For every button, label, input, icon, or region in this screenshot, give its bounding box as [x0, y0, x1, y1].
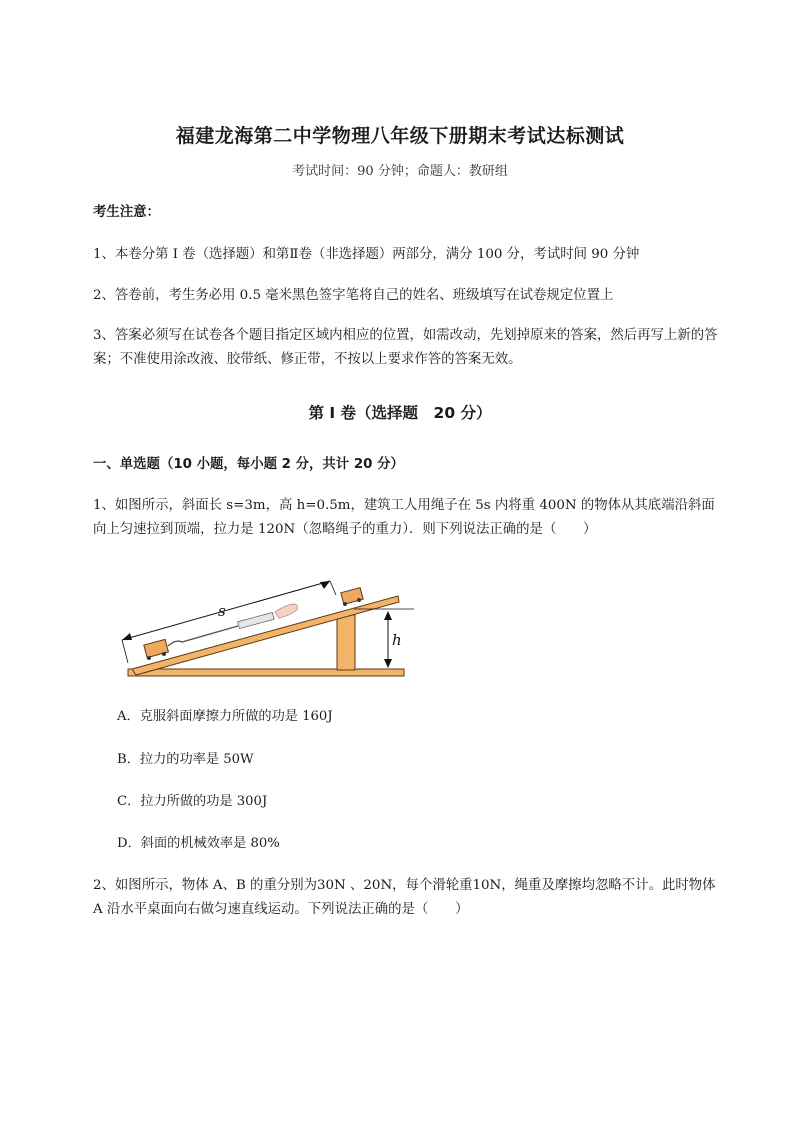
notice-item-1: 1、本卷分第 I 卷（选择题）和第Ⅱ卷（非选择题）两部分，满分 100 分，考试时间 90 分钟	[93, 247, 640, 262]
s-dimension-line	[122, 581, 330, 640]
notice-heading: 考生注意：	[93, 205, 160, 220]
exam-title: 福建龙海第二中学物理八年级下册期末考试达标测试	[175, 125, 625, 147]
h-label: h	[392, 631, 402, 649]
incline-figure	[118, 565, 418, 685]
section-title: 第 I 卷（选择题 20 分）	[308, 404, 492, 422]
exam-subtitle: 考试时间：90 分钟；命题人：教研组	[292, 164, 508, 179]
ground-board	[128, 669, 404, 676]
question-1-option-b: B．拉力的功率是 50W	[117, 752, 254, 767]
support-post	[337, 615, 355, 670]
question-1-option-c: C．拉力所做的功是 300J	[117, 794, 268, 809]
question-1-option-a: A．克服斜面摩擦力所做的功是 160J	[117, 709, 333, 724]
hand	[275, 604, 298, 618]
top-block	[341, 588, 363, 605]
question-2-stem: 2、如图所示，物体 A、B 的重分别为30N 、20N，每个滑轮重10N，绳重及摩擦均忽略不计。此时物体 A 沿水平桌面向右做匀速直线运动。下列说法正确的是（ ）	[93, 878, 716, 917]
notice-item-3: 3、答案必须写在试卷各个题目指定区域内相应的位置，如需改动，先划掉原来的答案，然后再写上新的答案；不准使用涂改液、胶带纸、修正带，不按以上要求作答的答案无效。	[93, 328, 718, 367]
question-1-option-d: D．斜面的机械效率是 80%	[117, 836, 280, 851]
notice-item-2: 2、答卷前，考生务必用 0.5 毫米黑色签字笔将自己的姓名、班级填写在试卷规定位置上	[93, 288, 614, 303]
s-label: s	[218, 602, 226, 620]
incline-plank	[132, 596, 399, 675]
question-1-stem: 1、如图所示，斜面长 s=3m，高 h=0.5m，建筑工人用绳子在 5s 内将重 400N 的物体从其底端沿斜面向上匀速拉到顶端，拉力是 120N（忽略绳子的重力）．则下列说法正确的是（ ）	[93, 498, 715, 537]
spring-scale	[238, 612, 275, 628]
part-heading: 一、单选题（10 小题，每小题 2 分，共计 20 分）	[93, 457, 404, 472]
